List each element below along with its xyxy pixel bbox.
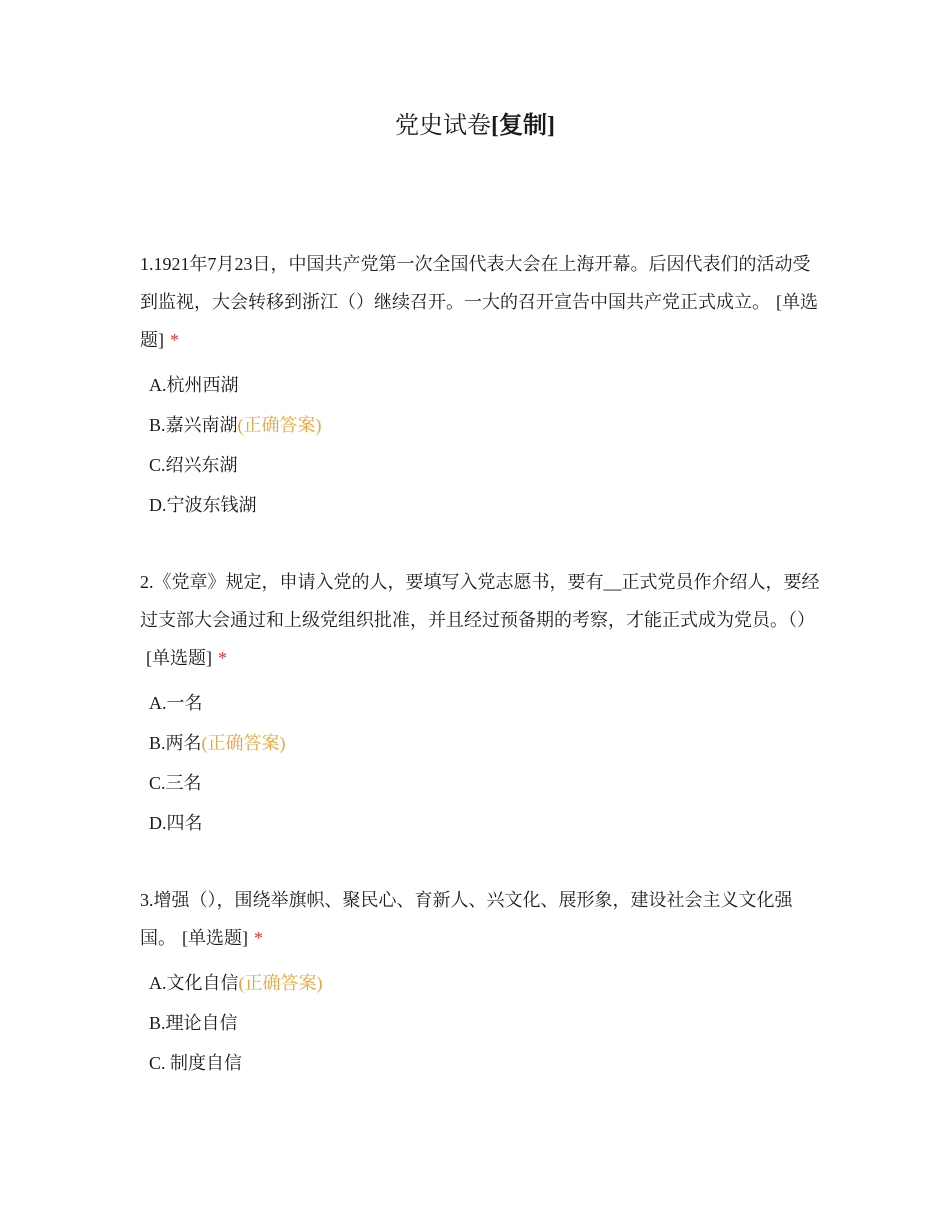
correct-answer-tag: (正确答案)	[238, 973, 323, 993]
correct-answer-tag: (正确答案)	[201, 733, 286, 753]
question-text	[140, 245, 820, 359]
option-a	[140, 365, 820, 405]
option-label: B.理论自信	[149, 1013, 238, 1033]
option-label: B.两名	[149, 733, 202, 753]
option-b	[140, 1003, 820, 1043]
question-text	[140, 563, 820, 677]
option-label: C. 制度自信	[149, 1053, 243, 1073]
question-type-label: [单选题]	[140, 292, 818, 350]
question-stem: 3.增强（），围绕举旗帜、聚民心、育新人、兴文化、展形象，建设社会主义文化强国。	[140, 890, 793, 948]
option-a	[140, 683, 820, 723]
option-list	[140, 683, 820, 843]
option-c	[140, 445, 820, 485]
option-label: A.杭州西湖	[149, 375, 239, 395]
required-mark: *	[218, 648, 227, 668]
title-suffix: [复制]	[491, 113, 555, 139]
option-c	[140, 763, 820, 803]
option-label: B.嘉兴南湖	[149, 415, 238, 435]
option-list	[140, 365, 820, 525]
option-d	[140, 803, 820, 843]
required-mark: *	[170, 330, 179, 350]
option-label: D.宁波东钱湖	[149, 495, 257, 515]
correct-answer-tag: (正确答案)	[237, 415, 322, 435]
question-2	[140, 563, 820, 843]
question-type-label: [单选题]	[182, 928, 248, 948]
title-main: 党史试卷	[395, 113, 491, 139]
question-1	[140, 245, 820, 525]
option-b	[140, 723, 820, 763]
option-label: D.四名	[149, 813, 203, 833]
required-mark: *	[254, 928, 263, 948]
question-stem: 2.《党章》规定，申请入党的人，要填写入党志愿书，要有__正式党员作介绍人，要经过支部大会通过和上级党组织批准，并且经过预备期的考察，才能正式成为党员。（）	[140, 572, 820, 630]
option-d	[140, 485, 820, 525]
question-text	[140, 881, 820, 957]
page-title	[0, 108, 950, 144]
option-label: A.文化自信	[149, 973, 239, 993]
question-stem: 1.1921年7月23日，中国共产党第一次全国代表大会在上海开幕。后因代表们的活动受到监视，大会转移到浙江（）继续召开。一大的召开宣告中国共产党正式成立。	[140, 254, 811, 312]
option-label: C.绍兴东湖	[149, 455, 238, 475]
option-list	[140, 963, 820, 1083]
option-a	[140, 963, 820, 1003]
question-type-label: [单选题]	[146, 648, 212, 668]
option-label: C.三名	[149, 773, 202, 793]
option-c	[140, 1043, 820, 1083]
option-b	[140, 405, 820, 445]
option-label: A.一名	[149, 693, 203, 713]
question-3	[140, 881, 820, 1083]
